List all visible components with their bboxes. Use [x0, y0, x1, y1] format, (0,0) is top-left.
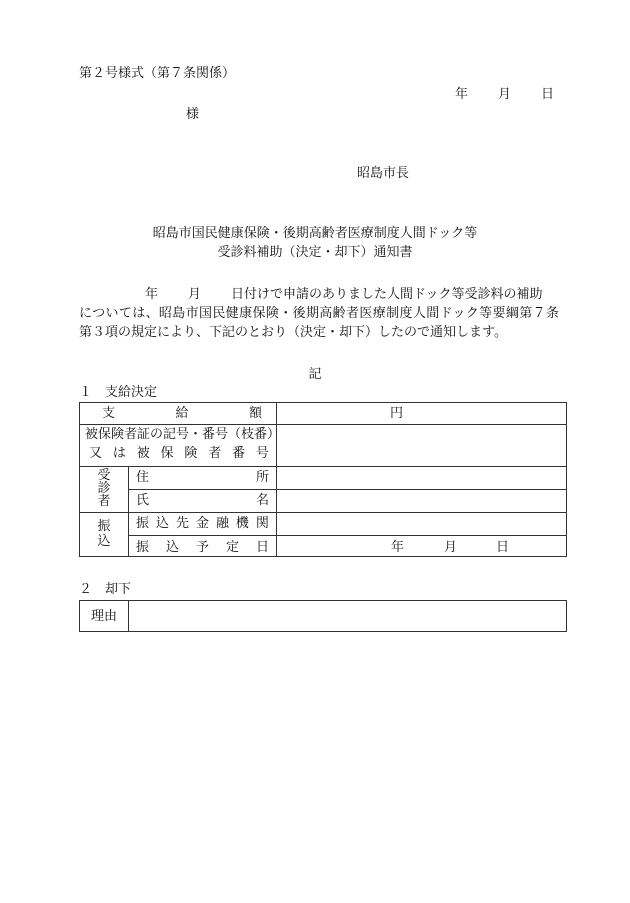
issue-date — [455, 88, 554, 101]
amount-label-char: 給 — [175, 406, 189, 421]
insured-number-label-char: 番 — [232, 446, 246, 461]
table-rule — [80, 424, 566, 425]
schedule-year: 年 — [391, 540, 405, 555]
insured-number-label-2 — [89, 447, 269, 460]
bank-label-char: 込 — [155, 516, 169, 531]
examinee-label-char: 診 — [97, 481, 111, 496]
transfer-label-char: 込 — [97, 534, 111, 549]
schedule-label-char: 込 — [165, 540, 179, 555]
table-rule — [128, 601, 129, 631]
issuer-name: 昭島市長 — [357, 166, 410, 181]
bank-label-char: 金 — [195, 516, 209, 531]
schedule-month: 月 — [444, 540, 458, 555]
body-line-3: 第３項の規定により、下記のとおり（決定・却下）したので通知します。 — [79, 325, 507, 340]
insured-number-label-char: 又 — [89, 446, 103, 461]
schedule-label — [136, 541, 269, 554]
schedule-day: 日 — [496, 540, 510, 555]
bank-label — [136, 517, 269, 530]
reason-label: 理由 — [91, 609, 118, 624]
examinee-label-char: 受 — [97, 468, 111, 483]
form-number: 第２号様式（第７条関係） — [79, 66, 236, 81]
address-label-char: 住 — [136, 470, 150, 485]
amount-label — [102, 407, 262, 420]
name-label-char: 名 — [255, 493, 269, 508]
insured-number-label-char: 号 — [255, 446, 269, 461]
insured-number-label-char: 者 — [208, 446, 222, 461]
body-line-2: については、昭島市国民健康保険・後期高齢者医療制度人間ドック等要綱第７条 — [79, 306, 559, 321]
document-title-line-2: 受診料補助（決定・却下）通知書 — [217, 245, 413, 260]
table-rule — [128, 489, 566, 490]
address-label — [136, 471, 269, 484]
body-month: 月 — [188, 287, 202, 302]
amount-unit: 円 — [390, 406, 404, 421]
examinee-label — [97, 469, 111, 508]
bank-label-char: 機 — [235, 516, 249, 531]
insured-number-label-1: 被保険者証の記号・番号（枝番） — [85, 427, 281, 442]
table-rule — [80, 466, 566, 467]
examinee-label-char: 者 — [97, 494, 111, 509]
bank-label-char: 先 — [175, 516, 189, 531]
name-label — [136, 494, 269, 507]
address-label-char: 所 — [255, 470, 269, 485]
ki-heading: 記 — [308, 367, 322, 382]
table-rule — [128, 466, 129, 556]
transfer-label — [97, 519, 111, 549]
schedule-label-char: 振 — [136, 540, 150, 555]
table-rule — [80, 512, 566, 513]
bank-label-char: 振 — [136, 516, 150, 531]
bank-label-char: 融 — [215, 516, 229, 531]
body-year: 年 — [145, 287, 159, 302]
name-label-char: 氏 — [136, 493, 150, 508]
schedule-label-char: 予 — [195, 540, 209, 555]
insured-number-label-char: 保 — [160, 446, 174, 461]
body-line-1 — [79, 288, 559, 301]
insured-number-label-char: は — [112, 446, 126, 461]
section-1-heading: １ 支給決定 — [79, 385, 158, 400]
schedule-label-char: 定 — [225, 540, 239, 555]
document-title-line-1: 昭島市国民健康保険・後期高齢者医療制度人間ドック等 — [152, 226, 478, 241]
recipient-suffix: 様 — [186, 107, 200, 122]
table-rule — [128, 535, 566, 536]
payment-decision-table — [79, 402, 567, 557]
amount-label-char: 額 — [248, 406, 262, 421]
body-line-1-text: 日付けで申請のありました人間ドック等受診料の補助 — [231, 287, 543, 302]
insured-number-label-char: 険 — [184, 446, 198, 461]
section-2-heading: ２ 却下 — [79, 582, 132, 597]
transfer-label-char: 振 — [97, 519, 111, 534]
amount-label-char: 支 — [102, 406, 116, 421]
bank-label-char: 関 — [255, 516, 269, 531]
issue-date-day: 日 — [541, 87, 555, 102]
rejection-table — [79, 600, 567, 632]
issue-date-month: 月 — [498, 87, 512, 102]
issue-date-year: 年 — [455, 87, 469, 102]
schedule-label-char: 日 — [255, 540, 269, 555]
table-rule — [276, 403, 277, 556]
insured-number-label-char: 被 — [136, 446, 150, 461]
